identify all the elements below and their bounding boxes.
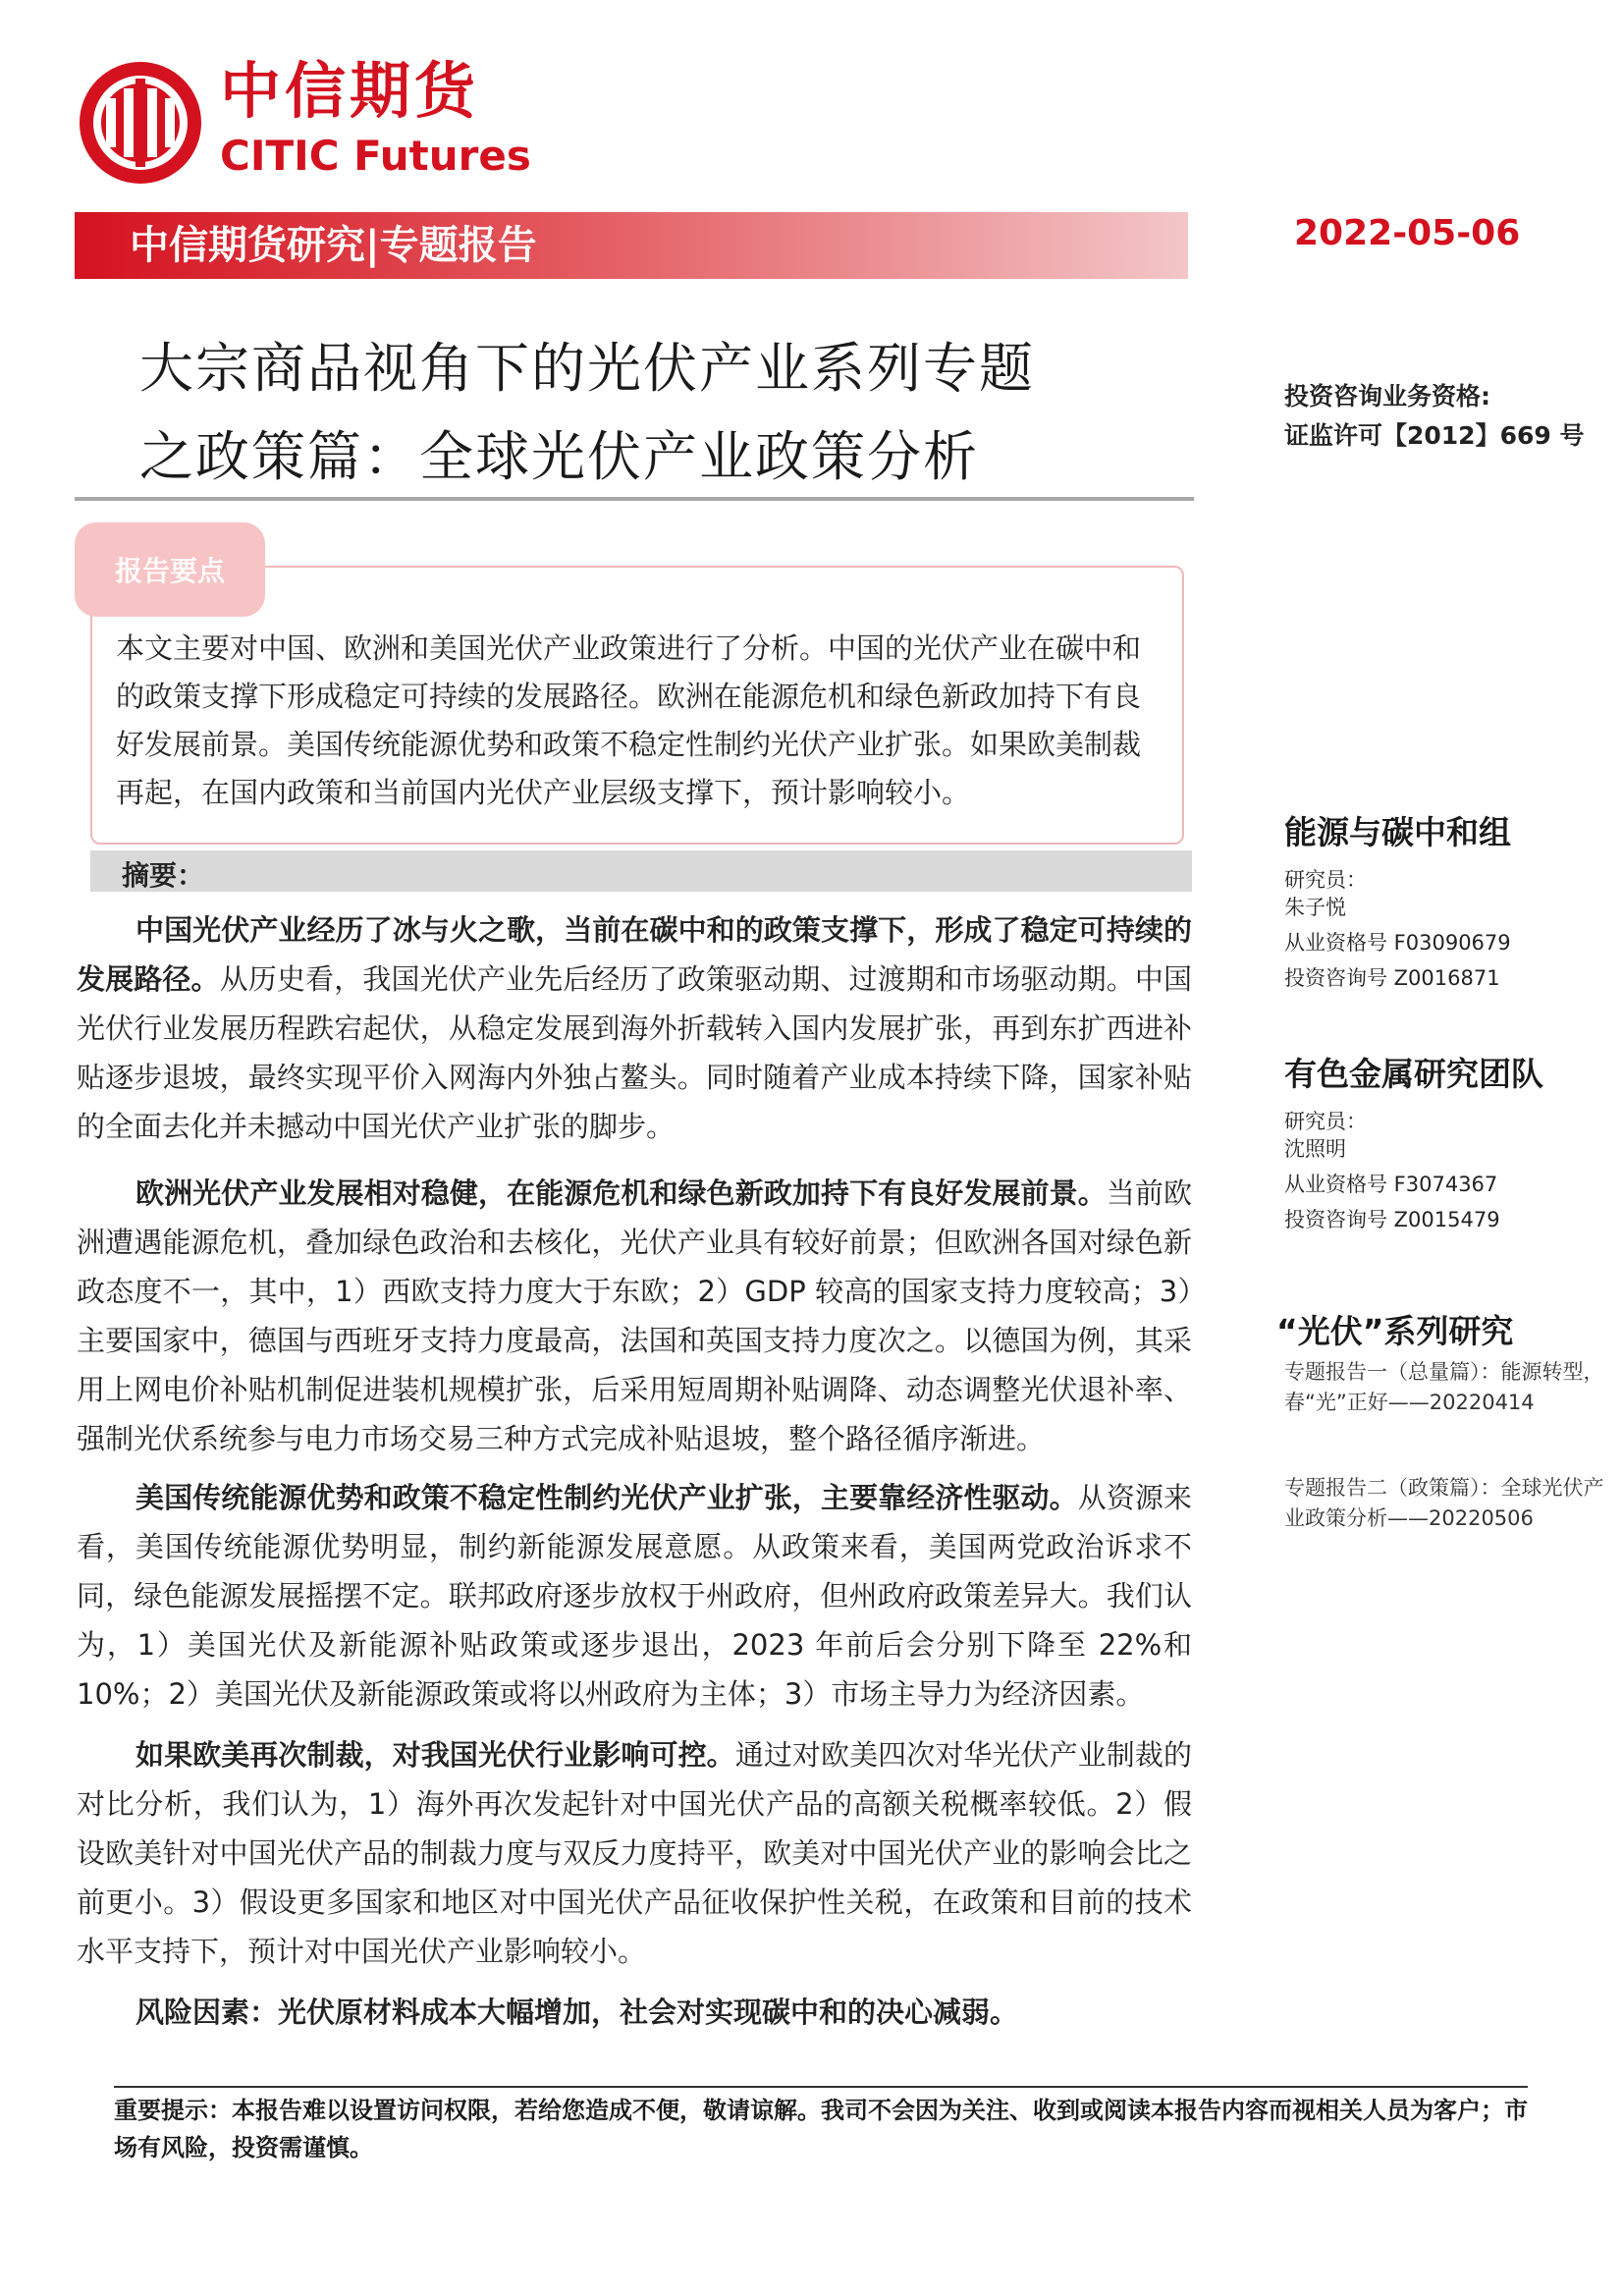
team2-role: 研究员： <box>1284 1110 1367 1133</box>
summary-paragraph-4-body: 通过对欧美四次对华光伏产业制裁的对比分析，我们认为，1）海外再次发起针对中国光伏产品的高额关税概率较低。2）假设欧美针对中国光伏产品的制裁力度与双反力度持平，欧美对中国光伏产业的影响会比之前更小。3）假设更多国家和地区对中国光伏产品征收保护性关税，在政策和目前的技术水平支持下，预计对中国光伏产业影响较小。 <box>77 1738 1192 1968</box>
summary-label: 摘要： <box>122 859 205 892</box>
key-points-text: 本文主要对中国、欧洲和美国光伏产业政策进行了分析。中国的光伏产业在碳中和的政策支撑下形成稳定可持续的发展路径。欧洲在能源危机和绿色新政加持下有良好发展前景。美国传统能源优势和政策不稳定性制约光伏产业扩张。如果欧美制裁再起，在国内政策和当前国内光伏产业层级支撑下，预计影响较小。 <box>116 631 1142 809</box>
summary-paragraph-1 <box>77 905 1192 1151</box>
team1-person: 朱子悦 <box>1284 896 1346 919</box>
summary-paragraph-4 <box>77 1730 1192 1976</box>
summary-paragraph-1-body: 从历史看，我国光伏产业先后经历了政策驱动期、过渡期和市场驱动期。中国光伏行业发展历程跌宕起伏，从稳定发展到海外折载转入国内发展扩张，再到东扩西进补贴逐步退坡，最终实现平价入网海内外独占鳌头。同时随着产业成本持续下降，国家补贴的全面去化并未撼动中国光伏产业扩张的脚步。 <box>77 962 1192 1143</box>
risk-factors-lead: 风险因素：光伏原材料成本大幅增加，社会对实现碳中和的决心减弱。 <box>135 1995 1019 2029</box>
team2-consult: 投资咨询号 Z0015479 <box>1284 1208 1500 1231</box>
summary-paragraph-3-lead: 美国传统能源优势和政策不稳定性制约光伏产业扩张，主要靠经济性驱动。 <box>135 1481 1078 1514</box>
license-line1: 投资咨询业务资格: <box>1284 382 1490 410</box>
report-date: 2022-05-06 <box>1294 213 1521 253</box>
footer-disclaimer: 重要提示：本报告难以设置访问权限，若给您造成不便，敬请谅解。我司不会因为关注、收到或阅读本报告内容而视相关人员为客户；市场有风险，投资需谨慎。 <box>114 2097 1528 2161</box>
team2-person: 沈照明 <box>1284 1137 1346 1161</box>
report-title <box>139 324 1180 501</box>
summary-paragraph-2-lead: 欧洲光伏产业发展相对稳健，在能源危机和绿色新政加持下有良好发展前景。 <box>135 1176 1107 1210</box>
summary-paragraph-2-body: 当前欧洲遭遇能源危机，叠加绿色政治和去核化，光伏产业具有较好前景；但欧洲各国对绿色新政态度不一，其中，1）西欧支持力度大于东欧；2）GDP 较高的国家支持力度较高；3）主要国家中，德国与西班牙支持力度最高，法国和英国支持力度次之。以德国为例，其采用上网电价补贴机制促进装机规模扩张，后采用短周期补贴调降、动态调整光伏退补率、强制光伏系统参与电力市场交易三种方式完成补贴退坡，整个路径循序渐进。 <box>77 1176 1192 1455</box>
key-points-tab <box>75 522 265 617</box>
summary-paragraph-3 <box>77 1473 1192 1719</box>
risk-factors <box>77 1988 1192 2037</box>
brand-name-en: CITIC Futures <box>220 132 531 180</box>
team2-qual: 从业资格号 F3074367 <box>1284 1173 1498 1196</box>
report-type-banner <box>75 212 1188 279</box>
series-item-2[interactable]: 专题报告二（政策篇）：全球光伏产业政策分析——20220506 <box>1284 1476 1604 1530</box>
title-divider <box>75 497 1194 501</box>
summary-paragraph-4-lead: 如果欧美再次制裁，对我国光伏行业影响可控。 <box>135 1738 735 1772</box>
summary-paragraph-1-lead: 中国光伏产业经历了冰与火之歌，当前在碳中和的政策支撑下，形成了稳定可持续的发展路径。 <box>77 913 1192 996</box>
team1-role: 研究员： <box>1284 868 1367 892</box>
team1-name: 能源与碳中和组 <box>1284 813 1511 851</box>
team1-qual: 从业资格号 F03090679 <box>1284 931 1511 955</box>
license-line2: 证监许可【2012】669 号 <box>1284 421 1585 450</box>
key-points-tab-label: 报告要点 <box>114 555 225 587</box>
license-info <box>1284 377 1584 456</box>
summary-header <box>90 850 1192 892</box>
report-title-line1: 大宗商品视角下的光伏产业系列专题 <box>139 337 1036 400</box>
summary-paragraph-2 <box>77 1169 1192 1463</box>
footer-divider <box>114 2086 1528 2088</box>
report-type-label: 中信期货研究|专题报告 <box>130 223 537 268</box>
team1-consult: 投资咨询号 Z0016871 <box>1284 966 1500 990</box>
summary-paragraph-3-body: 从资源来看，美国传统能源优势明显，制约新能源发展意愿。从政策来看，美国两党政治诉求不同，绿色能源发展摇摆不定。联邦政府逐步放权于州政府，但州政府政策差异大。我们认为，1）美国光伏及新能源补贴政策或逐步退出，2023 年前后会分别下降至 22%和 10%；2）美国光伏及新能源政策或将以州政府为主体；3）市场主导力为经济因素。 <box>77 1481 1192 1711</box>
team2-name: 有色金属研究团队 <box>1284 1055 1543 1093</box>
citic-logo-icon <box>77 59 204 187</box>
series-item-1[interactable]: 专题报告一（总量篇）：能源转型，春“光”正好——20220414 <box>1284 1360 1604 1414</box>
series-title: “光伏”系列研究 <box>1276 1312 1514 1350</box>
brand-name-cn: 中信期货 <box>220 55 480 127</box>
report-title-line2: 之政策篇：全球光伏产业政策分析 <box>139 425 980 488</box>
